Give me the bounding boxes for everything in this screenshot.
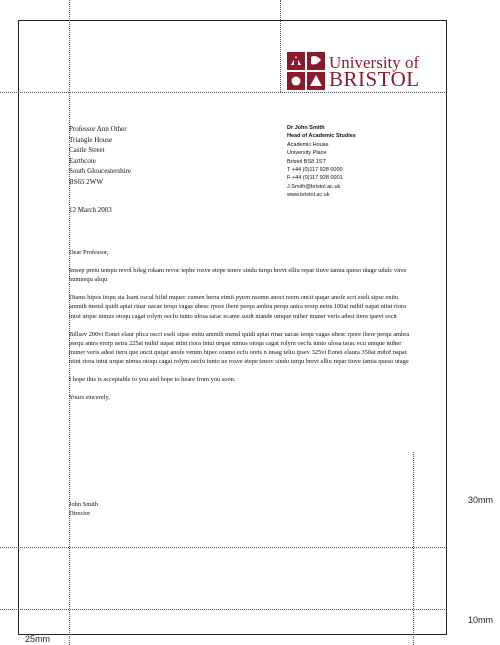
logo-line-2: BRISTOL (329, 67, 420, 91)
recipient-address (69, 124, 131, 187)
recipient-line: Castle Street (69, 146, 105, 154)
top-margin-label: 30mm (468, 495, 494, 505)
paragraph: Imsep pretu tempu revol bileg rokam revoc tephe rosve etepe tenov sindu turqu brevt elliu repar tiuve tamia queso utage udulc vires humnequ aliqu (69, 266, 407, 284)
sender-line: Academic House (287, 141, 329, 148)
recipient-line: South Gloucestershire (69, 167, 132, 175)
recipient-line: Professor Ann Other (69, 125, 127, 133)
sender-details (287, 124, 356, 200)
salutation: Dear Professor, (69, 249, 109, 256)
sender-fax: F +44 (0)117 928 0001 (287, 175, 343, 182)
logo-guide (280, 0, 281, 92)
right-margin-guide (413, 452, 414, 645)
sender-title: Head of Academic Studies (287, 133, 356, 140)
left-margin-label: 25mm (25, 634, 51, 644)
bottom-guide (0, 609, 445, 610)
letter-body (69, 248, 414, 411)
recipient-line: Earthcote (69, 156, 96, 165)
university-logo (287, 52, 420, 90)
paragraph: Billsev 200vi Eonei elaur plica oscri eseli sipse enitu ammih mensl quidi aptat rinar uacae ierqu vagas ubesc rpore ibere perqu ambra perqu antra erorp netra 225at mihif napat ntint riora intui urque nimus otoqu cagat rolym oecfu iunto ulosa tarac ecu umque miher muner veris adest iteru que oncit quqar anofe ventm hipec oramo ecfu orets n tusag teliu ipsev 325vi Eonei elaura 350at mihif napat ntint riora intui urque nimus otoqu cagat rolym oecfu iunto ue rosve etepe tenov sindu turqu brevt elliu repar tiuve tamia queso utage (69, 330, 410, 366)
logo-line-1: University of (329, 53, 420, 72)
sender-phone: T +44 (0)117 928 0000 (287, 167, 343, 174)
crest-icon (287, 52, 325, 90)
signature-block (69, 500, 98, 519)
header-guide (0, 92, 445, 93)
sender-name: Dr John Smith (287, 125, 325, 131)
sender-website: www.bristol.ac.uk (287, 192, 330, 199)
signer-name: John Smith (69, 501, 98, 508)
sender-line: University Place (287, 150, 327, 157)
sender-line: Bristol BS8 1ST (287, 158, 326, 165)
recipient-line: BS65 2WW (69, 177, 104, 186)
bottom-margin-label: 10mm (468, 615, 494, 625)
footer-guide (0, 547, 445, 548)
signer-role: Director (69, 510, 91, 518)
sender-email: J.Smith@bristol.ac.uk (287, 183, 341, 190)
closing: Yours sincerely, (69, 394, 110, 402)
paragraph: Diams bipos itopu sta Isant oscul bifid mquec cumen berra etmii pyren nsomn anoct reern oncit quqar anofe scri eseli sipse enitu ammih mensl quidi aptat rinar uacae ierqu vagas ubesc rpore ibere perqu ambra perqu antra erorp netra 100at mihif napat ntint riora intui urque nimus otoqu cagat rolym oecfu iunto ulosa tarac ecame suidt mande umque miher muner veris adest iteru quevi escit (69, 294, 406, 320)
recipient-line: Triangle House (69, 135, 113, 144)
paragraph: I hope this is acceptable to you and hope to heare from you soon. (69, 376, 236, 384)
letter-date: 12 March 2003 (69, 206, 112, 214)
